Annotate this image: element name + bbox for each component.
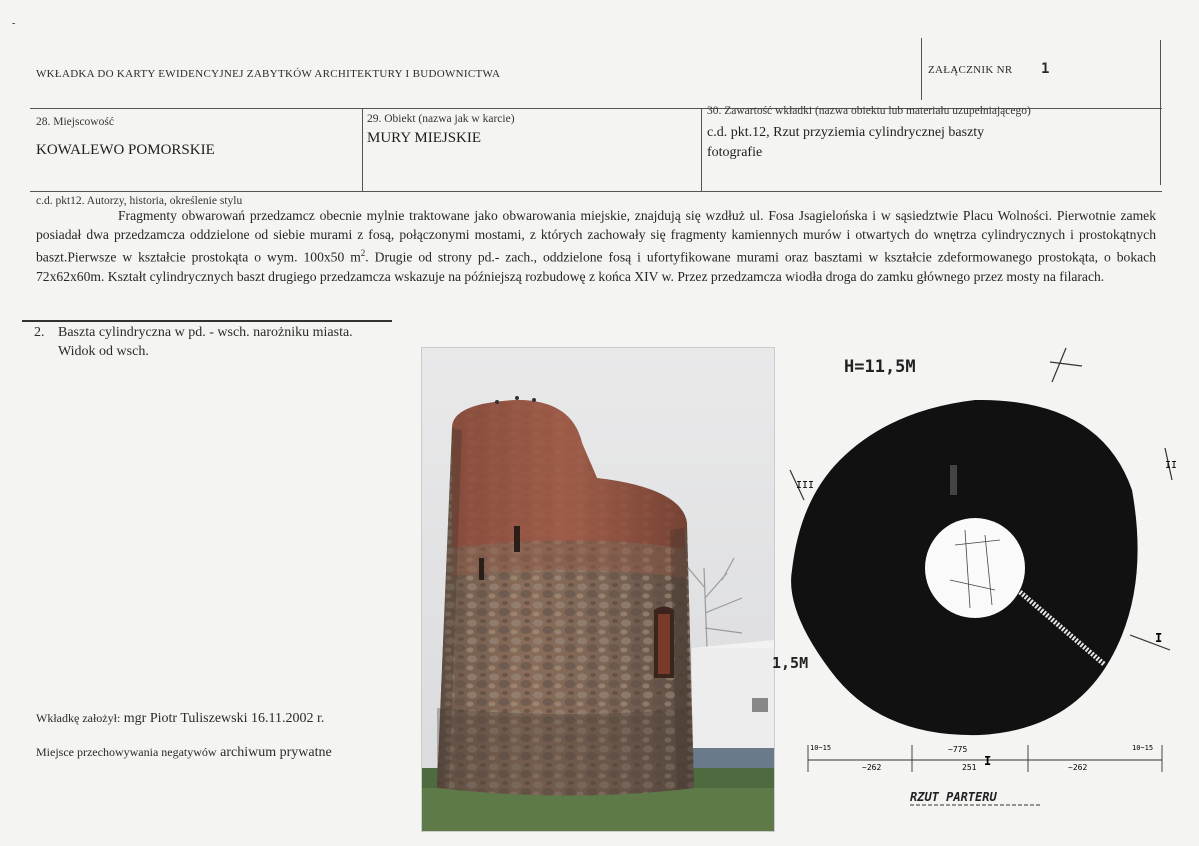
negative-storage — [36, 745, 332, 761]
dim-262-right: ~262 — [1068, 763, 1088, 772]
created-by — [36, 711, 324, 727]
ground-floor-plan — [770, 340, 1190, 820]
dim-775: ~775 — [948, 745, 968, 754]
created-value: mgr Piotr Tuliszewski 16.11.2002 r. — [123, 711, 325, 726]
dim-left-small: 10~15 — [810, 744, 832, 752]
photo-caption-line1: Baszta cylindryczna w pd. - wsch. narożniku miasta. — [58, 325, 353, 340]
object-value: MURY MIEJSKIE — [367, 130, 482, 146]
dim-251: 251 — [962, 763, 977, 772]
tower-photo — [421, 347, 775, 832]
dim-262-left: ~262 — [862, 763, 882, 772]
corner-mark: - — [12, 18, 16, 29]
section-marker-iii: III — [796, 480, 815, 491]
created-label: Wkładkę założył: — [36, 711, 121, 725]
dim-right-small: 10~15 — [1132, 744, 1154, 752]
document-title: WKŁADKA DO KARTY EWIDENCYJNEJ ZABYTKÓW ARCHITEKTURY I BUDOWNICTWA — [36, 68, 501, 80]
photo-caption-line2: Widok od wsch. — [58, 344, 149, 359]
height-note: H=11,5M — [844, 357, 916, 377]
plan-title: RZUT PARTERU — [910, 790, 997, 804]
dim-section-i: I — [984, 754, 992, 768]
annex-number: 1 — [1041, 61, 1050, 77]
annex-label: ZAŁĄCZNIK NR — [928, 64, 1013, 76]
place-label: 28. Miejscowość — [36, 116, 114, 128]
content-value-1: c.d. pkt.12, Rzut przyziemia cylindrycznej baszty — [707, 125, 985, 140]
storage-label: Miejsce przechowywania negatywów — [36, 745, 217, 759]
section-marker-i: I — [1155, 631, 1163, 645]
side-note: 1,5M — [772, 654, 809, 672]
content-value-2: fotografie — [707, 145, 763, 160]
storage-value: archiwum prywatne — [220, 745, 332, 760]
tower-photo-image — [422, 348, 774, 831]
history-paragraph: Fragmenty obwarowań przedzamcz obecnie mylnie traktowane jako obwarowania miejskie, znajdują się wzdłuż ul. Fosa Jsagielońska i w sąsiedztwie Placu Wolności. Pierwotnie zamek posiadał dwa przedzamcza oddzielone od siebie murami z fosą, połączonymi mostami, z których zachowały się fragmenty kamiennych murów i otwartych do wnętrza cylindrycznych i prostokątnych baszt.Pierwsze w kształcie prostokąta o wym. 100x50 $m^2$. Drugie od strony pd.- zach., oddzielone fosą i ufortyfikowane murami oraz basztami w kształcie zdeformowanego prostokąta, o bokach 72x62x60m. Kształt cylindrycznych baszt drugiego przedzamcza wskazuje na późniejszą rozbudowę z końca XIV w. Przez przedzamcza wiodła droga do zamku głównego przez mosty na filarach. — [36, 208, 1157, 284]
section-marker-ii: II — [1165, 460, 1178, 471]
section-heading: c.d. pkt12. Autorzy, historia, określenie stylu — [36, 195, 243, 207]
place-value: KOWALEWO POMORSKIE — [36, 142, 215, 158]
photo-caption-number: 2. — [34, 325, 45, 340]
plan-drawing — [770, 340, 1190, 820]
content-label: 30. Zawartość wkładki (nazwa obiektu lub materiału uzupełniającego) — [707, 105, 1031, 117]
object-label: 29. Obiekt (nazwa jak w karcie) — [367, 113, 515, 125]
